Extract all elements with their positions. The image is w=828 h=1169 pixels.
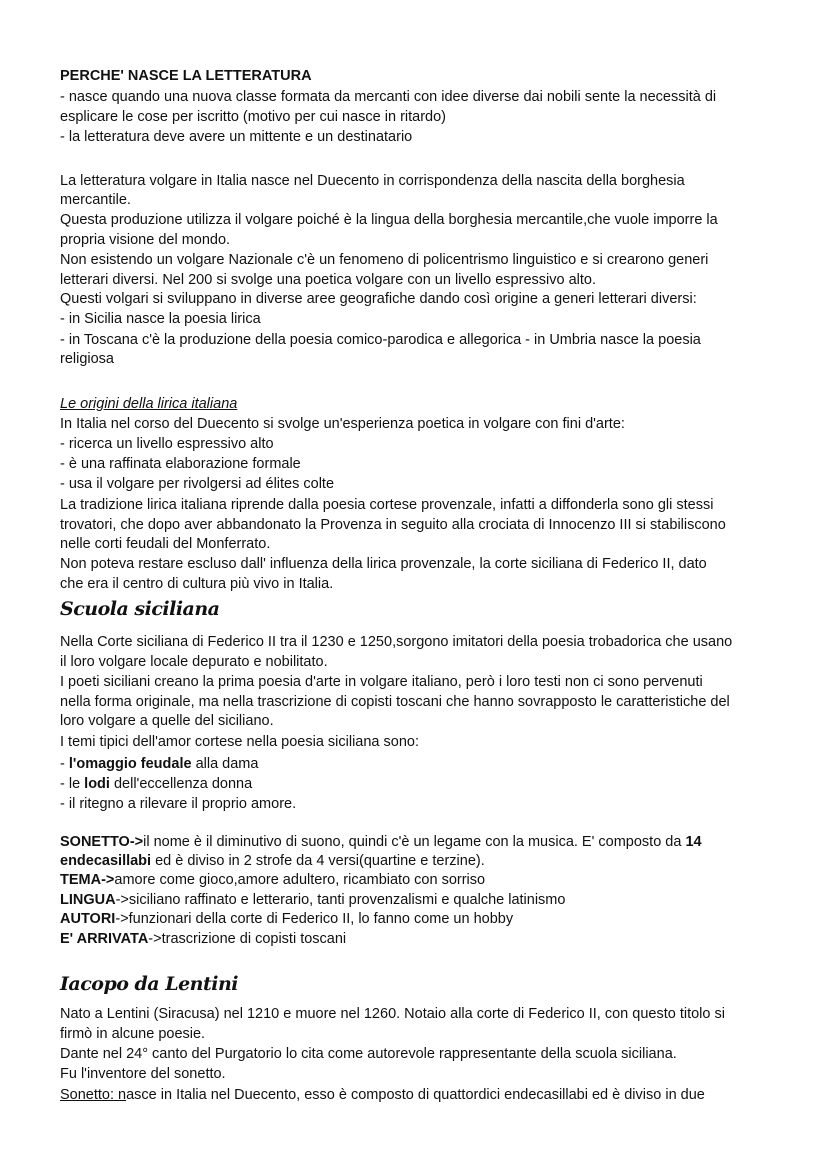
text-line	[60, 271, 596, 289]
text-line	[60, 852, 485, 870]
text-line	[60, 231, 230, 249]
text-run: In Italia nel corso del Duecento si svolge un'esperienza poetica in volgare con fini d'arte:	[60, 416, 625, 432]
text-run: trovatori, che dopo aver abbandonato la Provenza in seguito alla crociata di Innocenzo III si stabiliscono	[60, 517, 726, 533]
text-run: esplicare le cose per iscritto (motivo per cui nasce in ritardo)	[60, 109, 447, 125]
section-heading: Scuola siciliana	[60, 598, 220, 620]
text-run: firmò in alcune poesie.	[60, 1026, 206, 1042]
text-line	[60, 910, 513, 928]
text-run: propria visione del mondo.	[60, 232, 231, 248]
text-line	[60, 795, 296, 813]
text-line	[60, 435, 274, 453]
text-line	[60, 833, 702, 851]
text-run: dell'eccellenza donna	[109, 776, 253, 792]
text-line	[60, 415, 625, 433]
text-run-styled: PERCHE' NASCE LA LETTERATURA	[60, 68, 312, 84]
text-run: - nasce quando una nuova classe formata da mercanti con idee diverse dai nobili sente la necessità di	[60, 89, 717, 105]
text-line	[60, 1065, 226, 1083]
text-run: alla dama	[191, 756, 259, 772]
text-line	[60, 712, 274, 730]
text-run: - ricerca un livello espressivo alto	[60, 436, 274, 452]
text-line	[60, 891, 565, 909]
text-line	[60, 755, 258, 773]
text-run: I poeti siciliani creano la prima poesia d'arte in volgare italiano, però i loro testi non ci sono pervenuti	[60, 674, 703, 690]
text-run: - le	[60, 776, 85, 792]
text-line	[60, 673, 703, 691]
text-run: - usa il volgare per rivolgersi ad élites colte	[60, 476, 335, 492]
text-run: ->funzionari della corte di Federico II, lo fanno come un hobby	[115, 911, 514, 927]
text-run: - in Sicilia nasce la poesia lirica	[60, 311, 261, 327]
text-line	[60, 475, 334, 493]
text-line	[60, 395, 237, 413]
text-line	[60, 67, 312, 85]
text-run-styled: TEMA->	[60, 872, 115, 888]
text-run: amore come gioco,amore adultero, ricambiato con sorriso	[114, 872, 486, 888]
text-run: La tradizione lirica italiana riprende dalla poesia cortese provenzale, infatti a diffonderla sono gli stessi	[60, 497, 714, 513]
text-run: Nato a Lentini (Siracusa) nel 1210 e muore nel 1260. Notaio alla corte di Federico II, con questo titolo si	[60, 1006, 725, 1022]
text-line	[60, 733, 419, 751]
text-line	[60, 350, 114, 368]
text-line	[60, 172, 685, 190]
text-run: ed è diviso in 2 strofe da 4 versi(quartine e terzine).	[151, 853, 485, 869]
text-line	[60, 128, 412, 146]
text-run: mercantile.	[60, 192, 131, 208]
text-line	[60, 331, 701, 349]
text-run-styled: endecasillabi	[60, 853, 152, 869]
text-run-styled: 14	[685, 834, 702, 850]
text-line	[60, 633, 732, 651]
text-line	[60, 1025, 205, 1043]
text-run: asce in Italia nel Duecento, esso è composto di quattordici endecasillabi ed è diviso in due	[126, 1087, 705, 1103]
text-run: I temi tipici dell'amor cortese nella poesia siciliana sono:	[60, 734, 419, 750]
text-line	[60, 1005, 725, 1023]
text-line	[60, 775, 252, 793]
text-line	[60, 575, 333, 593]
text-run: - è una raffinata elaborazione formale	[60, 456, 301, 472]
text-line	[60, 930, 346, 948]
text-run: il nome è il diminutivo di suono, quindi c'è un legame con la musica. E' composto da	[143, 834, 686, 850]
text-run: loro volgare a quelle del siciliano.	[60, 713, 274, 729]
text-run: - il ritegno a rilevare il proprio amore.	[60, 796, 297, 812]
text-run-styled: AUTORI	[60, 911, 116, 927]
text-run: Dante nel 24° canto del Purgatorio lo cita come autorevole rappresentante della scuola siciliana.	[60, 1046, 677, 1062]
text-line	[60, 191, 131, 209]
text-run: - in Toscana c'è la produzione della poesia comico-parodica e allegorica - in Umbria nasce la poesia	[60, 332, 701, 348]
text-line	[60, 516, 726, 534]
text-run: il loro volgare locale depurato e nobilitato.	[60, 654, 328, 670]
text-run: La letteratura volgare in Italia nasce nel Duecento in corrispondenza della nascita della borghesia	[60, 173, 685, 189]
section-heading: Iacopo da Lentini	[60, 973, 239, 995]
text-line	[60, 455, 301, 473]
text-run-styled: Sonetto: n	[60, 1087, 127, 1103]
text-run-styled: l'omaggio feudale	[68, 756, 192, 772]
text-run-styled: Le origini della lirica italiana	[60, 396, 238, 412]
text-run: Questi volgari si sviluppano in diverse aree geografiche dando così origine a generi letterari diversi:	[60, 291, 697, 307]
text-line	[60, 496, 713, 514]
text-line	[60, 535, 270, 553]
text-run: ->trascrizione di copisti toscani	[148, 931, 347, 947]
text-run: Fu l'inventore del sonetto.	[60, 1066, 226, 1082]
text-line	[60, 290, 697, 308]
text-line	[60, 555, 707, 573]
text-line	[60, 693, 730, 711]
text-run: che era il centro di cultura più vivo in Italia.	[60, 576, 334, 592]
text-line	[60, 211, 718, 229]
text-run: Questa produzione utilizza il volgare poiché è la lingua della borghesia mercantile,che vuole imporre la	[60, 212, 718, 228]
text-run: Nella Corte siciliana di Federico II tra il 1230 e 1250,sorgono imitatori della poesia trobadorica che usano	[60, 634, 733, 650]
text-line	[60, 1045, 677, 1063]
text-run-styled: lodi	[84, 776, 110, 792]
text-run: nelle corti feudali del Monferrato.	[60, 536, 271, 552]
text-run: -	[60, 756, 69, 772]
text-line	[60, 88, 716, 106]
text-line	[60, 108, 446, 126]
text-line	[60, 871, 485, 889]
text-run-styled: SONETTO->	[60, 834, 144, 850]
text-run: religiosa	[60, 351, 114, 367]
text-run: Non esistendo un volgare Nazionale c'è un fenomeno di policentrismo linguistico e si crearono generi	[60, 252, 709, 268]
text-line	[60, 1086, 705, 1104]
text-run: letterari diversi. Nel 200 si svolge una poetica volgare con un livello espressivo alto.	[60, 272, 596, 288]
text-run-styled: LINGUA	[60, 892, 116, 908]
text-line	[60, 310, 261, 328]
text-run: - la letteratura deve avere un mittente e un destinatario	[60, 129, 413, 145]
text-run: Non poteva restare escluso dall' influenza della lirica provenzale, la corte siciliana di Federico II, dato	[60, 556, 707, 572]
text-run: nella forma originale, ma nella trascrizione di copisti toscani che hanno sovrapposto le caratteristiche del	[60, 694, 730, 710]
text-run-styled: E' ARRIVATA	[60, 931, 149, 947]
text-run: ->siciliano raffinato e letterario, tanti provenzalismi e qualche latinismo	[115, 892, 566, 908]
text-line	[60, 251, 708, 269]
text-line	[60, 653, 328, 671]
